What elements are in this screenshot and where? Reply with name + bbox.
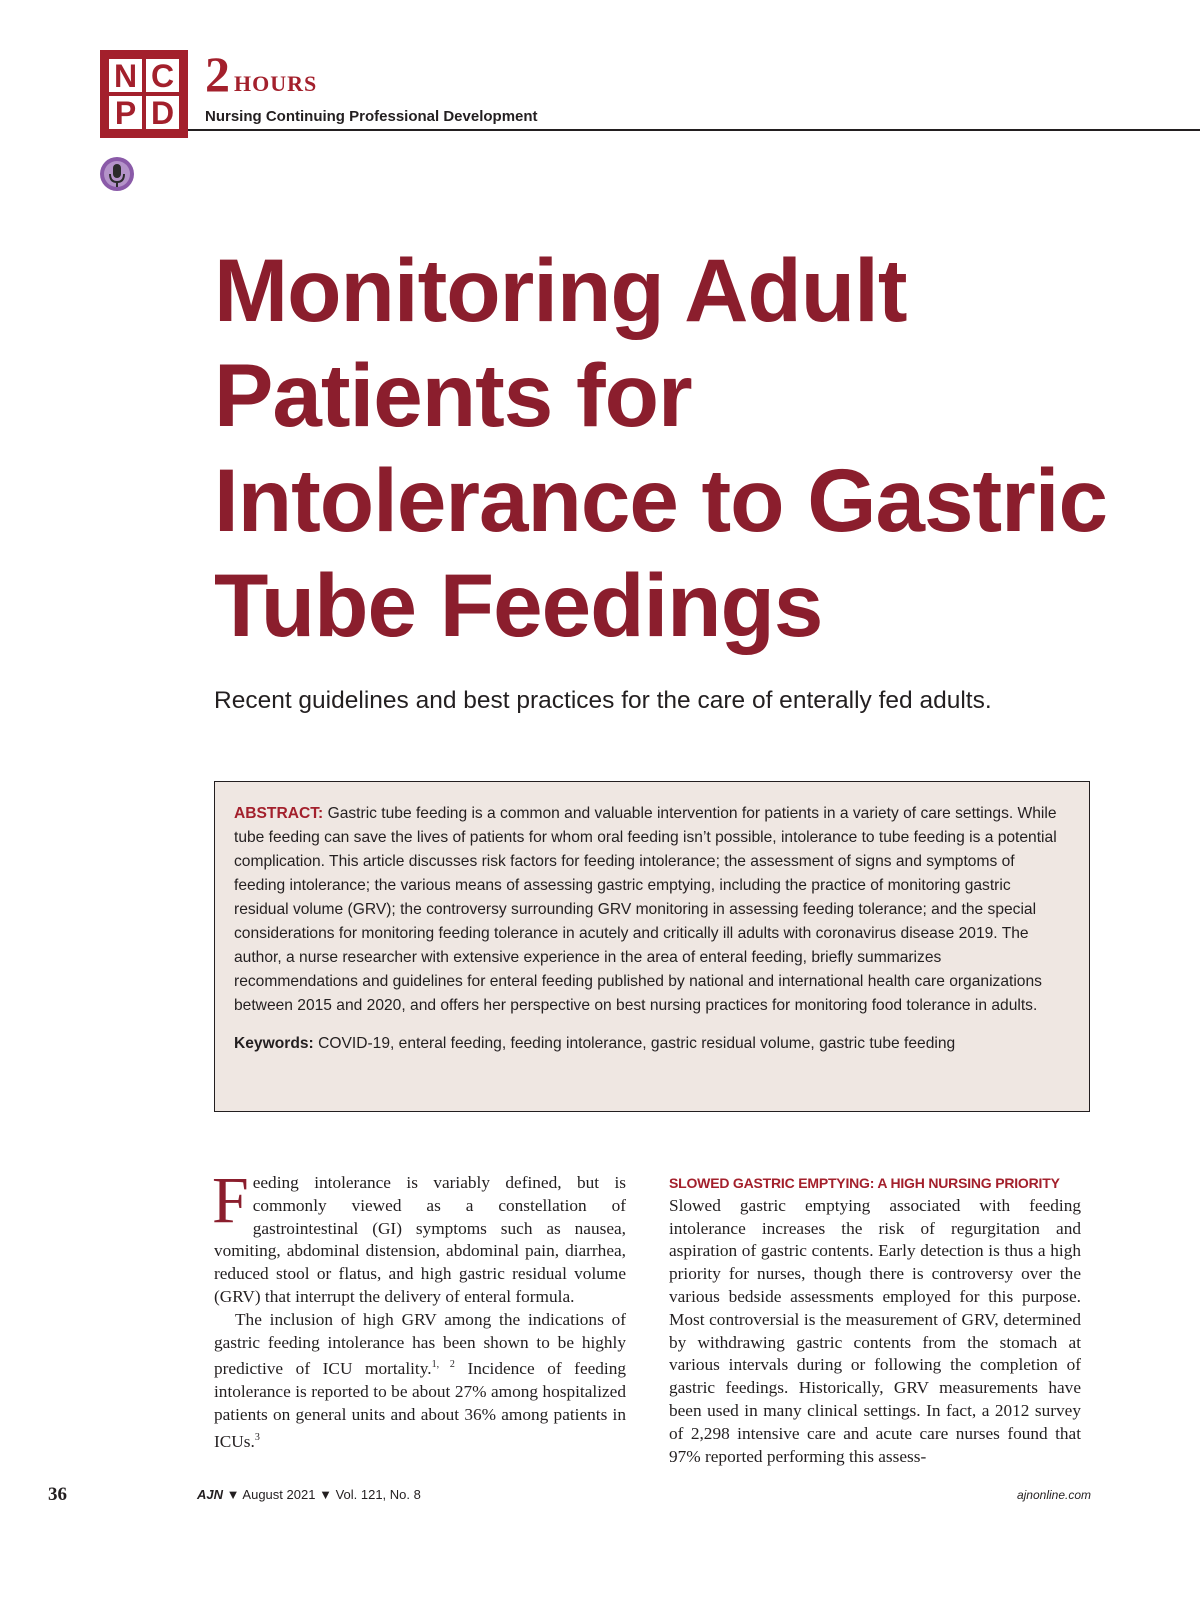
badge-letter-n: N bbox=[109, 59, 142, 92]
issue-date: August 2021 bbox=[242, 1487, 316, 1502]
page-number: 36 bbox=[48, 1484, 67, 1505]
abstract-paragraph bbox=[234, 802, 1069, 1018]
citation-ref-3[interactable]: 3 bbox=[254, 1431, 260, 1443]
drop-cap: F bbox=[212, 1164, 249, 1237]
citation-ref-1-2[interactable]: 1, 2 bbox=[431, 1359, 455, 1371]
body-paragraph-1 bbox=[212, 1164, 626, 1309]
article-title: Monitoring Adult Patients for Intolerance to Gastric Tube Feedings bbox=[214, 240, 1107, 655]
program-name: Nursing Continuing Professional Development bbox=[205, 108, 538, 125]
keywords-label: Keywords: bbox=[234, 1035, 314, 1052]
abstract-text: Gastric tube feeding is a common and valuable intervention for patients in a variety of care settings. While tube feeding can save the lives of patients for whom oral feeding isn’t possible, intolerance to tube feeding is a potential complication. This article discusses risk factors for feeding intolerance; the assessment of signs and symptoms of feeding intolerance; the various means of assessing gastric emptying, including the practice of monitoring gastric residual volume (GRV); the controversy surrounding GRV monitoring in assessing feeding tolerance; and the special considerations for monitoring feeding tolerance in acutely and critically ill adults with coronavirus disease 2019. The author, a nurse researcher with extensive experience in the area of enteral feeding, briefly summarizes recommendations and guidelines for enteral feeding published by national and international health care organizations between 2015 and 2020, and offers her perspective on best nursing practices for monitoring food tolerance in adults. bbox=[234, 805, 1057, 1014]
body-paragraph-1-text: eeding intolerance is variably defined, but is commonly viewed as a constellation of gastrointestinal (GI) symptoms such as nausea, vomiting, abdominal distension, abdominal pain, diarrhea, reduced stool or flatus, and high gastric residual volume (GRV) that interrupt the delivery of enteral formula. bbox=[214, 1173, 626, 1306]
body-column-right bbox=[669, 1172, 1081, 1468]
keywords-list: COVID-19, enteral feeding, feeding intolerance, gastric residual volume, gastric tube feeding bbox=[313, 1035, 956, 1052]
footer-separator-1: ▼ bbox=[226, 1487, 240, 1502]
badge-letter-p: P bbox=[109, 96, 142, 129]
hours-number: 2 bbox=[205, 46, 230, 102]
journal-name: AJN bbox=[197, 1487, 224, 1502]
hours-label bbox=[205, 46, 318, 102]
body-paragraph-3-text: Incidence of feeding intolerance is reported to be about 27% among hospitalized patients on general units and about 36% among patients in ICUs. bbox=[214, 1359, 627, 1451]
keywords-paragraph bbox=[234, 1032, 1069, 1056]
abstract-label: ABSTRACT: bbox=[234, 805, 324, 822]
ncpd-badge bbox=[100, 50, 188, 138]
volume-issue: Vol. 121, No. 8 bbox=[335, 1487, 421, 1502]
body-paragraph-4: Slowed gastric emptying associated with feeding intolerance increases the risk of regurgitation and aspiration of gastric contents. Early detection is thus a high priority for nurses, though there is controversy over the various bedside assessments employed for this purpose. Most controversial is the measurement of GRV, determined by withdrawing gastric contents from the stomach at various intervals during or following the completion of gastric feedings. Historically, GRV measurements have been used in many clinical settings. In fact, a 2012 survey of 2,298 intensive care and acute care nurses found that 97% reported performing this assess- bbox=[669, 1195, 1081, 1466]
badge-letter-d: D bbox=[146, 96, 179, 129]
footer-citation bbox=[197, 1487, 421, 1502]
abstract-box bbox=[214, 781, 1090, 1112]
body-paragraph-2 bbox=[214, 1309, 626, 1453]
footer-separator-2: ▼ bbox=[319, 1487, 332, 1502]
hours-word: HOURS bbox=[234, 71, 318, 96]
article-subtitle: Recent guidelines and best practices for the care of enterally fed adults. bbox=[214, 687, 992, 714]
badge-letter-c: C bbox=[146, 59, 179, 92]
header-rule bbox=[188, 129, 1200, 131]
body-column-left bbox=[212, 1164, 627, 1453]
body-paragraph-2-text: The inclusion of high GRV among the indications of gastric feeding intolerance has been shown to be highly predictive of ICU mortality. bbox=[214, 1309, 626, 1379]
journal-url[interactable]: ajnonline.com bbox=[1016, 1488, 1091, 1502]
section-heading: SLOWED GASTRIC EMPTYING: A HIGH NURSING PRIORITY bbox=[669, 1175, 1060, 1191]
podcast-microphone-icon[interactable] bbox=[98, 155, 136, 193]
